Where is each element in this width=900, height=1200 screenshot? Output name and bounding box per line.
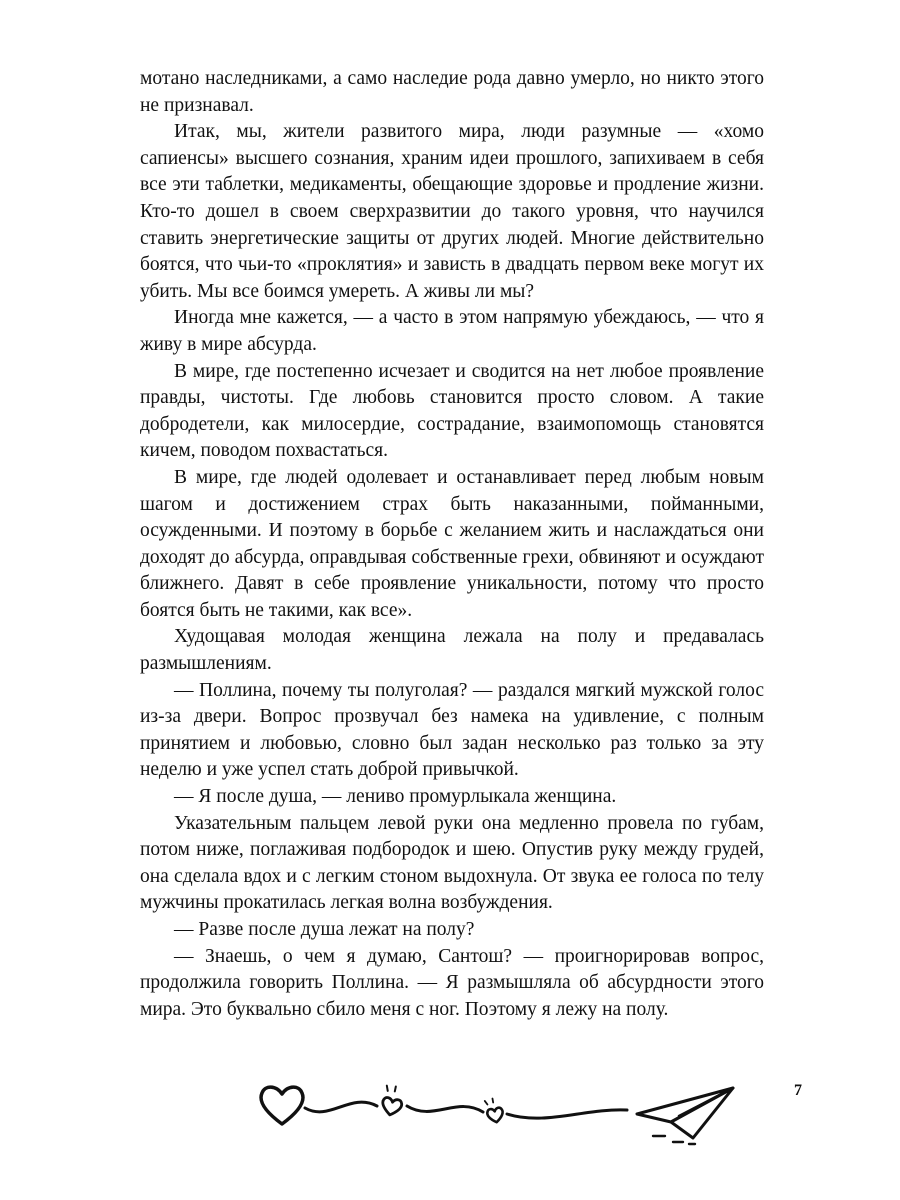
paragraph: мотано наследниками, а само наследие рода давно умерло, но никто этого не признавал. [140, 68, 764, 116]
doodle-line [407, 1106, 483, 1112]
doodle-line [305, 1102, 377, 1112]
heart-icon [261, 1087, 303, 1124]
paragraph: Указательным пальцем левой руки она медленно провела по губам, потом ниже, поглаживая подбородок и шею. Опустив руку между грудей, она сделала вдох и с легким стоном выдохнула. От звука ее голоса по телу мужчины прокатилась легкая волна возбуждения. [140, 812, 764, 914]
paper-plane-icon [637, 1088, 733, 1144]
page-number: 7 [794, 1082, 802, 1099]
paragraph: Худощавая молодая женщина лежала на полу и предавалась размышлениям. [140, 626, 764, 675]
page-text [140, 66, 764, 1023]
paragraph: Итак, мы, жители развитого мира, люди разумные — «хомо сапиенсы» высшего сознания, храним идеи прошлого, запихиваем в себя все эти таблетки, медикаменты, обещающие здоровье и продление жизни. Кто-то дошел в своем сверхразвитии до такого уровня, что научился ставить энергетические защиты от других людей. Многие действительно боятся, что чьи-то «проклятия» и зависть в двадцать первом веке могут их убить. Мы все боимся умереть. А живы ли мы? [140, 121, 764, 302]
tiny-heart-icon [485, 1097, 505, 1123]
hearts-paper-plane-doodle [255, 1078, 755, 1150]
paragraph: — Знаешь, о чем я думаю, Сантош? — проигнорировав вопрос, продолжила говорить Поллина. — Я размышляла об абсурдности этого мира. Это буквально сбило меня с ног. Поэтому я лежу на полу. [140, 945, 764, 1020]
paragraph: — Разве после душа лежат на полу? [174, 919, 475, 940]
paragraph: В мире, где людей одолевает и останавливает перед любым новым шагом и достижением страх быть наказанными, пойманными, осужденными. И поэтому в борьбе с желанием жить и наслаждаться они доходят до абсурда, оправдывая собственные грехи, обвиняют и осуждают ближнего. Давят в себе проявление уникальности, потому что просто боятся быть не такими, как все». [140, 466, 764, 621]
paragraph: В мире, где постепенно исчезает и сводится на нет любое проявление правды, чистоты. Где любовь становится просто словом. А такие добродетели, как милосердие, сострадание, взаимопомощь становятся кичем, поводом похвастаться. [140, 360, 764, 462]
paragraph: — Поллина, почему ты полуголая? — раздался мягкий мужской голос из-за двери. Вопрос прозвучал без намека на удивление, с полным принятием и любовью, словно был задан несколько раз только за эту неделю и уже успел стать доброй привычкой. [140, 679, 764, 781]
paragraph: Иногда мне кажется, — а часто в этом напрямую убеждаюсь, — что я живу в мире абсурда. [140, 307, 764, 355]
paragraph: — Я после душа, — лениво промурлыкала женщина. [174, 786, 617, 808]
doodle-line [507, 1110, 627, 1118]
small-heart-icon [381, 1085, 406, 1117]
